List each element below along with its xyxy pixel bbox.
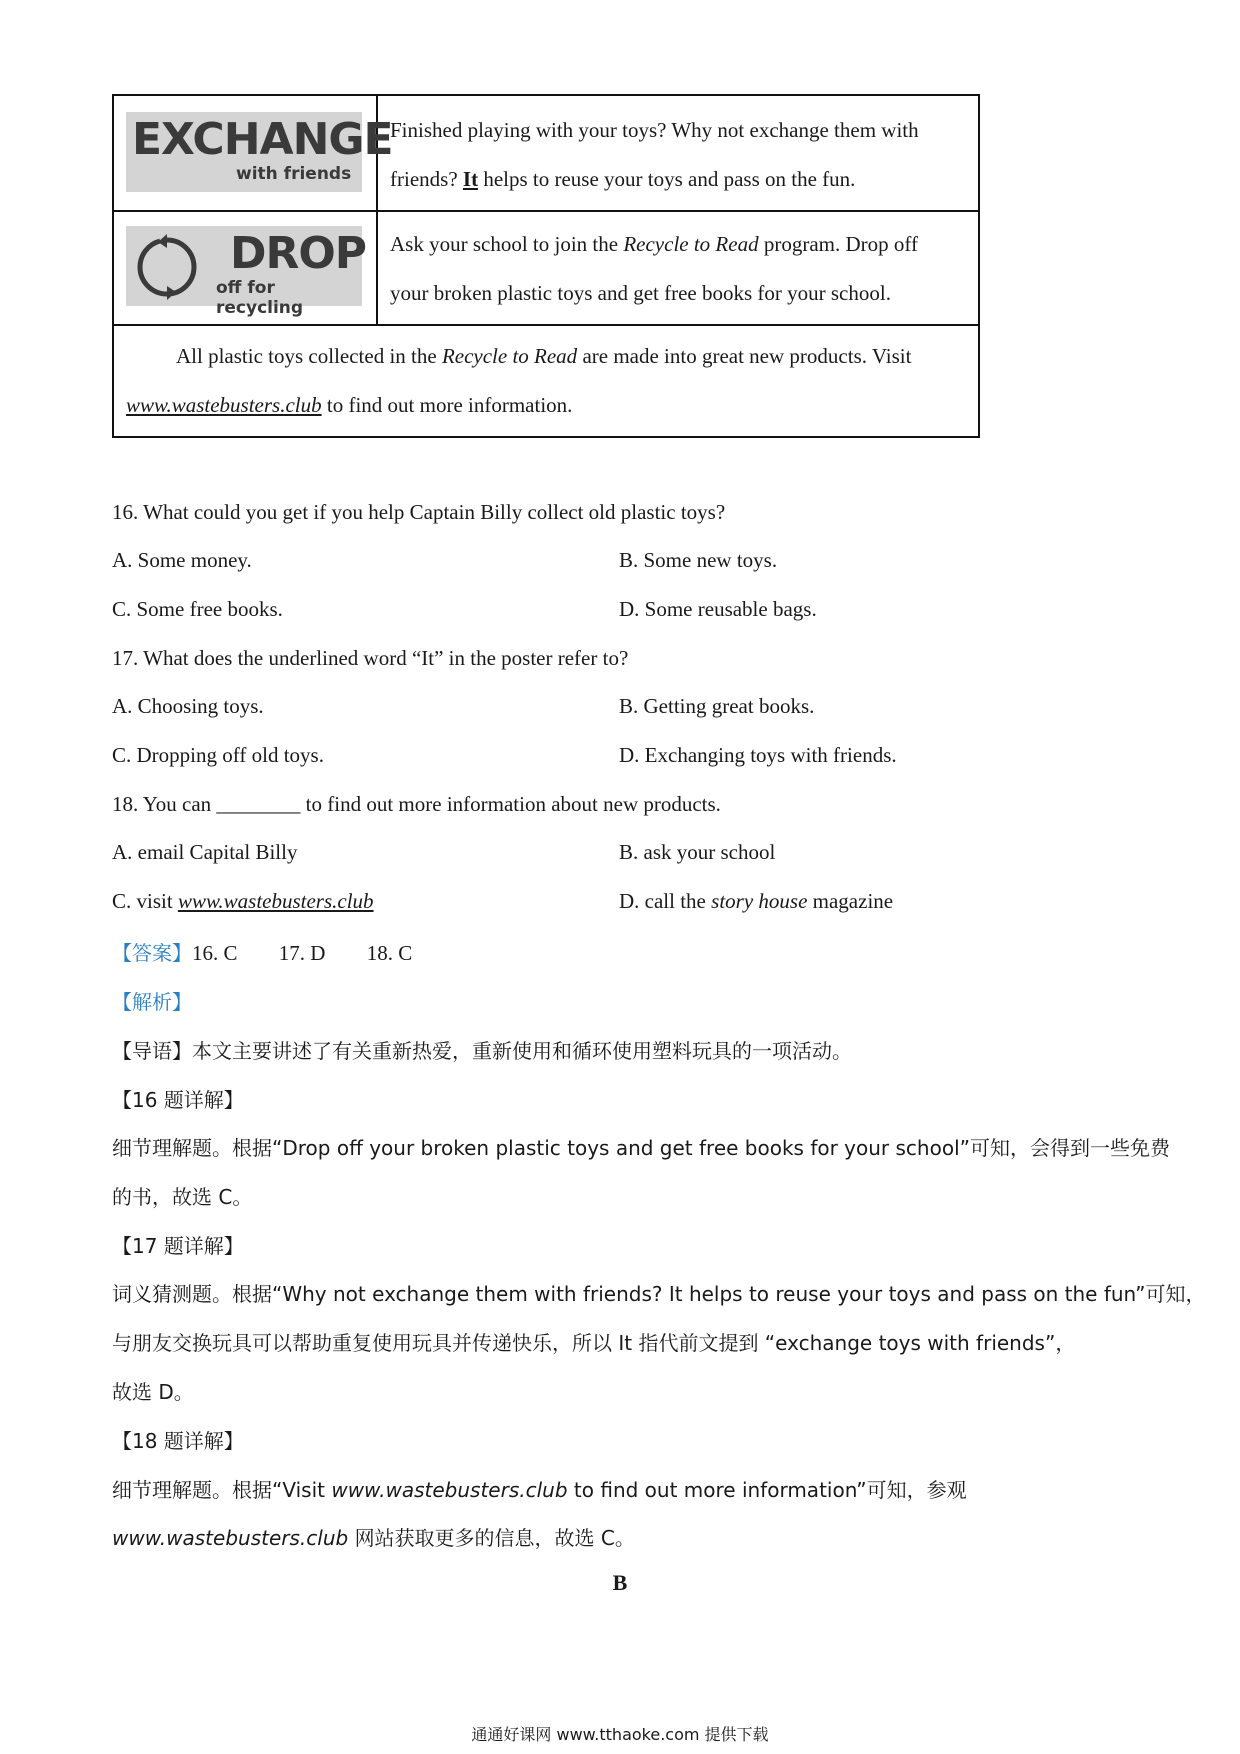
exchange-logo (126, 112, 393, 192)
detail-16-line2: 的书，故选 C。 (112, 1185, 253, 1209)
question-18: 18. You can ________ to find out more information about new products. (112, 792, 721, 816)
detail-17-line2: 与朋友交换玩具可以帮助重复使用玩具并传递快乐，所以 It 指代前文提到 “exchange toys with friends”， (112, 1331, 1076, 1355)
question-17: 17. What does the underlined word “It” in the poster refer to? (112, 646, 629, 670)
q16-option-a: A. Some money. (112, 548, 252, 572)
detail-18-heading: 【18 题详解】 (112, 1429, 244, 1453)
detail-16-heading: 【16 题详解】 (112, 1088, 244, 1112)
q18-option-a: A. email Capital Billy (112, 840, 298, 864)
exchange-text: Finished playing with your toys? Why not exchange them with friends? It helps to reuse your toys and pass on the fun. (390, 118, 919, 191)
q17-option-d: D. Exchanging toys with friends. (619, 743, 897, 767)
detail-17-line1: 词义猜测题。根据“Why not exchange them with friends? It helps to reuse your toys and pass on the fun”可知， (112, 1282, 1206, 1306)
page-footer: 通通好课网 www.tthaoke.com 提供下载 (471, 1725, 769, 1744)
answer-line: 【答案】16. C 17. D 18. C (112, 941, 413, 965)
drop-logo-title: DROP (230, 228, 367, 279)
q17-option-c: C. Dropping off old toys. (112, 743, 324, 767)
question-16: 16. What could you get if you help Captain Billy collect old plastic toys? (112, 500, 726, 524)
exchange-logo-title: EXCHANGE (132, 114, 393, 165)
poster-footer-row (114, 324, 978, 436)
drop-row (114, 210, 978, 326)
q18-option-c-url: www.wastebusters.club (177, 889, 374, 913)
detail-17-line3: 故选 D。 (112, 1380, 194, 1404)
answer-label: 【答案】 (112, 941, 192, 965)
q16-option-b: B. Some new toys. (619, 548, 778, 572)
poster-footer-text: All plastic toys collected in the Recycle to Read are made into great new products. Visit www.wastebusters.club to find out more information. (126, 344, 912, 417)
intro-text: 【导语】本文主要讲述了有关重新热爱，重新使用和循环使用塑料玩具的一项活动。 (112, 1039, 852, 1063)
drop-logo (126, 226, 367, 318)
q18-option-d: D. call the story house magazine (619, 889, 894, 913)
exchange-row (114, 96, 978, 212)
q17-option-a: A. Choosing toys. (112, 694, 264, 718)
underlined-it: It (462, 167, 479, 191)
q16-option-c: C. Some free books. (112, 597, 283, 621)
drop-text: Ask your school to join the Recycle to Read program. Drop off your broken plastic toys and get free books for your school. (390, 232, 918, 305)
detail-17-heading: 【17 题详解】 (112, 1234, 244, 1258)
recycle-arrows-icon (132, 232, 202, 302)
q16-option-d: D. Some reusable bags. (619, 597, 817, 621)
detail-18-line1: 细节理解题。根据“Visit www.wastebusters.club to find out more information”可知，参观 (112, 1478, 967, 1502)
detail-18-line2: www.wastebusters.club 网站获取更多的信息，故选 C。 (112, 1526, 635, 1550)
q18-option-c: C. visit www.wastebusters.club (112, 889, 374, 913)
website-link[interactable]: www.wastebusters.club (126, 393, 322, 417)
section-b-heading: B (612, 1570, 628, 1595)
analysis-label: 【解析】 (112, 990, 192, 1014)
drop-logo-subtitle: off for recycling (216, 278, 304, 318)
detail-16-line1: 细节理解题。根据“Drop off your broken plastic toys and get free books for your school”可知，会得到一些免费 (112, 1136, 1170, 1160)
q17-option-b: B. Getting great books. (619, 694, 815, 718)
exchange-logo-subtitle: with friends (236, 164, 352, 184)
poster-table (112, 94, 980, 438)
q18-option-b: B. ask your school (619, 840, 776, 864)
